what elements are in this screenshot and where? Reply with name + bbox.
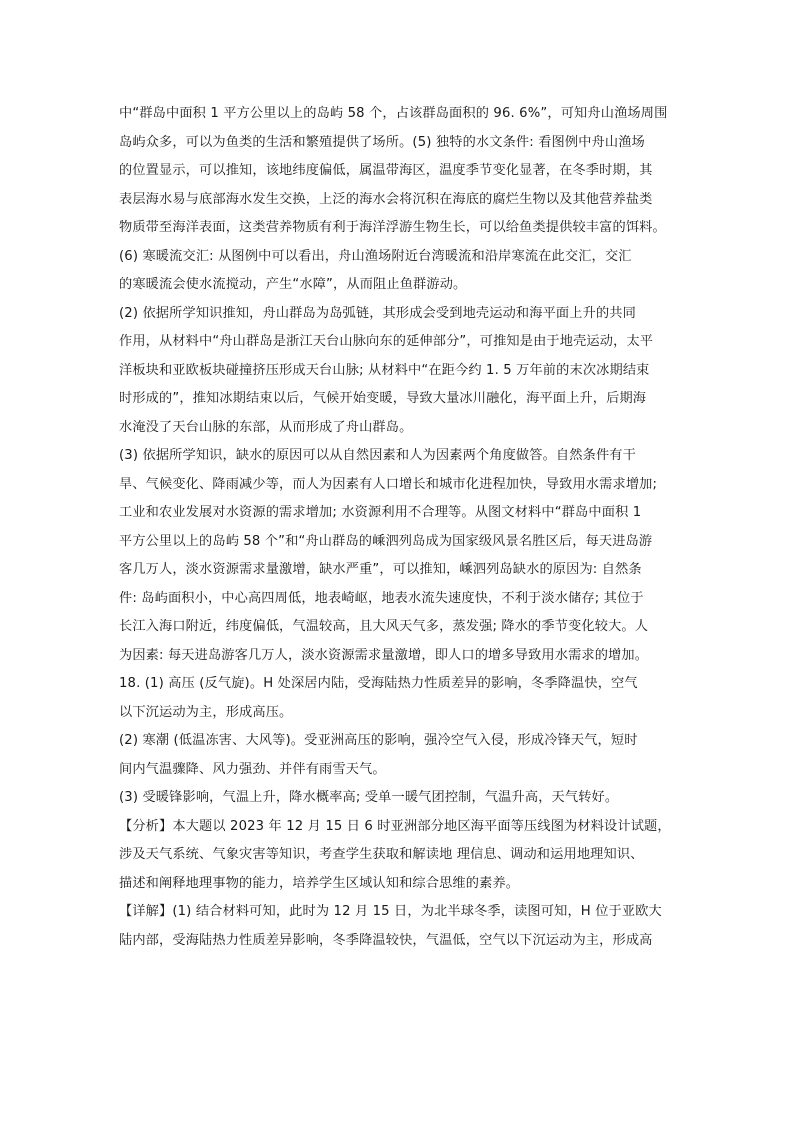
text-line: 洋板块和亚欧板块碰撞挤压形成天台山脉; 从材料中“在距今约 1. 5 万年前的末次冰期结束	[119, 362, 650, 378]
text-line: 【分析】本大题以 2023 年 12 月 15 日 6 时亚洲部分地区海平面等压线图为材料设计试题，	[119, 818, 671, 834]
text-line: 的位置显示，可以推知，该地纬度偏低，属温带海区，温度季节变化显著，在冬季时期，其	[119, 163, 653, 178]
text-line: (3) 依据所学知识，缺水的原因可以从自然因素和人为因素两个角度做答。自然条件有干	[119, 448, 636, 463]
text-line: 物质带至海洋表面，这类营养物质有利于海洋浮游生物生长，可以给鱼类提供较丰富的饵料。	[119, 220, 666, 235]
text-line: 时形成的”，推知冰期结束以后，气候开始变暖，导致大量冰川融化，海平面上升，后期海	[119, 391, 647, 406]
text-line: 中“群岛中面积 1 平方公里以上的岛屿 58 个，占该群岛面积的 96. 6%”，可知舟山渔场周围	[119, 106, 668, 121]
text-line: 的寒暖流会使水流搅动，产生“水障”，从而阻止鱼群游动。	[119, 277, 467, 292]
document-body	[119, 100, 689, 955]
text-line: 旱、气候变化、降雨减少等，而人为因素有人口增长和城市化进程加快，导致用水需求增加;	[119, 476, 658, 492]
text-line: 长江入海口附近，纬度偏低，气温较高，且大风天气多，蒸发强; 降水的季节变化较大。人	[119, 619, 649, 634]
text-line: (3) 受暖锋影响，气温上升，降水概率高; 受单一暖气团控制，气温升高，天气转好。	[119, 790, 619, 805]
text-line: (2) 依据所学知识推知，舟山群岛为岛弧链，其形成会受到地壳运动和海平面上升的共同	[119, 305, 636, 321]
text-line: 客几万人，淡水资源需求量激增，缺水严重”，可以推知，嵊泗列岛缺水的原因为: 自然条	[119, 562, 642, 577]
text-line: 表层海水易与底部海水发生交换，上泛的海水会将沉积在海底的腐烂生物以及其他营养盐类	[119, 191, 653, 207]
text-line: 18. (1) 高压 (反气旋)。H 处深居内陆，受海陆热力性质差异的影响，冬季降温快，空气	[119, 676, 638, 691]
text-line: 以下沉运动为主，形成高压。	[119, 704, 293, 720]
text-line: 平方公里以上的岛屿 58 个”和“舟山群岛的嵊泗列岛成为国家级风景名胜区后，每天进岛游	[119, 533, 653, 549]
text-line: 描述和阐释地理事物的能力，培养学生区域认知和综合思维的素养。	[119, 875, 520, 891]
text-line: 陆内部，受海陆热力性质差异影响，冬季降温较快，气温低，空气以下沉运动为主，形成高	[119, 932, 653, 948]
text-line: 工业和农业发展对水资源的需求增加; 水资源利用不合理等。从图文材料中“群岛中面积 1	[119, 505, 642, 520]
text-line: 涉及天气系统、气象灾害等知识，考查学生获取和解读地 理信息、调动和运用地理知识、	[119, 847, 644, 862]
text-line: (2) 寒潮 (低温冻害、大风等)。受亚洲高压的影响，强冷空气入侵，形成冷锋天气，短时	[119, 733, 638, 748]
text-line: (6) 寒暖流交汇: 从图例中可以看出，舟山渔场附近台湾暖流和沿岸寒流在此交汇，交汇	[119, 248, 632, 264]
text-line: 【详解】(1) 结合材料可知，此时为 12 月 15 日，为北半球冬季，读图可知，H 位于亚欧大	[119, 904, 662, 919]
text-line: 为因素: 每天进岛游客几万人，淡水资源需求量激增，即人口的增多导致用水需求的增加。	[119, 647, 649, 663]
text-line: 件: 岛屿面积小，中心高四周低，地表崎岖，地表水流失速度快，不利于淡水储存; 其位于	[119, 590, 644, 606]
text-line: 作用，从材料中“舟山群岛是浙江天台山脉向东的延伸部分”，可推知是由于地壳运动，太平	[119, 334, 654, 349]
text-line: 水淹没了天台山脉的东部，从而形成了舟山群岛。	[119, 419, 413, 435]
text-line: 间内气温骤降、风力强劲、并伴有雨雪天气。	[119, 761, 386, 777]
text-line: 岛屿众多，可以为鱼类的生活和繁殖提供了场所。(5) 独特的水文条件: 看图例中舟山渔场	[119, 134, 645, 150]
